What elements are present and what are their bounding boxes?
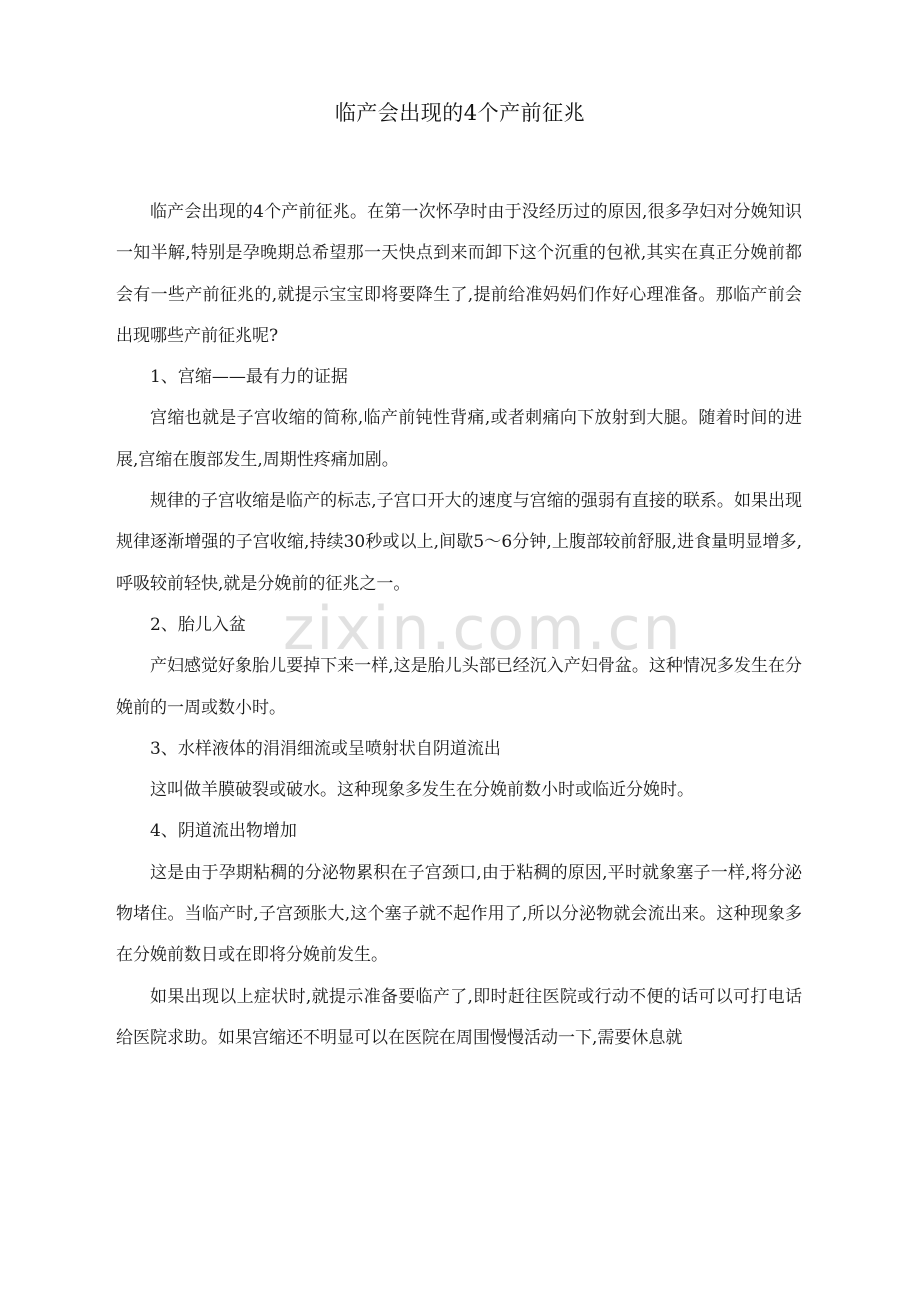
section-4-paragraph: 这是由于孕期粘稠的分泌物累积在子宫颈口,由于粘稠的原因,平时就象塞子一样,将分泌物堵住。当临产时,子宫颈胀大,这个塞子就不起作用了,所以分泌物就会流出来。这种现象多在分娩前数日或在即将分娩前发生。: [116, 862, 802, 966]
section-1-paragraph-2: 规律的子宫收缩是临产的标志,子宫口开大的速度与宫缩的强弱有直接的联系。如果出现规律逐渐增强的子宫收缩,持续30秒或以上,间歇5～6分钟,上腹部较前舒服,进食量明显增多,呼吸较前轻快,就是分娩前的征兆之一。: [116, 491, 802, 594]
watermark-text: zixin.com.cn: [283, 594, 683, 664]
section-heading-1: 1、宫缩——最有力的证据: [150, 367, 348, 388]
section-heading-2: 2、胎儿入盆: [150, 614, 246, 635]
section-heading-4: 4、阴道流出物增加: [150, 821, 297, 842]
section-1-paragraph-1: 宫缩也就是子宫收缩的简称,临产前钝性背痛,或者刺痛向下放射到大腿。随着时间的进展,宫缩在腹部发生,周期性疼痛加剧。: [116, 408, 802, 470]
intro-paragraph: 临产会出现的4个产前征兆。在第一次怀孕时由于没经历过的原因,很多孕妇对分娩知识一知半解,特别是孕晚期总希望那一天快点到来而卸下这个沉重的包袱,其实在真正分娩前都会有一些产前征兆的,就提示宝宝即将要降生了,提前给准妈妈们作好心理准备。那临产前会出现哪些产前征兆呢?: [116, 202, 802, 346]
document-title: 临产会出现的4个产前征兆: [334, 101, 586, 125]
section-3-paragraph: 这叫做羊膜破裂或破水。这种现象多发生在分娩前数小时或临近分娩时。: [150, 780, 694, 801]
section-2-paragraph: 产妇感觉好象胎儿要掉下来一样,这是胎儿头部已经沉入产妇骨盆。这种情况多发生在分娩前的一周或数小时。: [116, 656, 802, 718]
section-heading-3: 3、水样液体的涓涓细流或呈喷射状自阴道流出: [150, 738, 501, 759]
conclusion-paragraph: 如果出现以上症状时,就提示准备要临产了,即时赶往医院或行动不便的话可以可打电话给医院求助。如果宫缩还不明显可以在医院在周围慢慢活动一下,需要休息就: [116, 986, 802, 1048]
document-body: [116, 192, 802, 1059]
